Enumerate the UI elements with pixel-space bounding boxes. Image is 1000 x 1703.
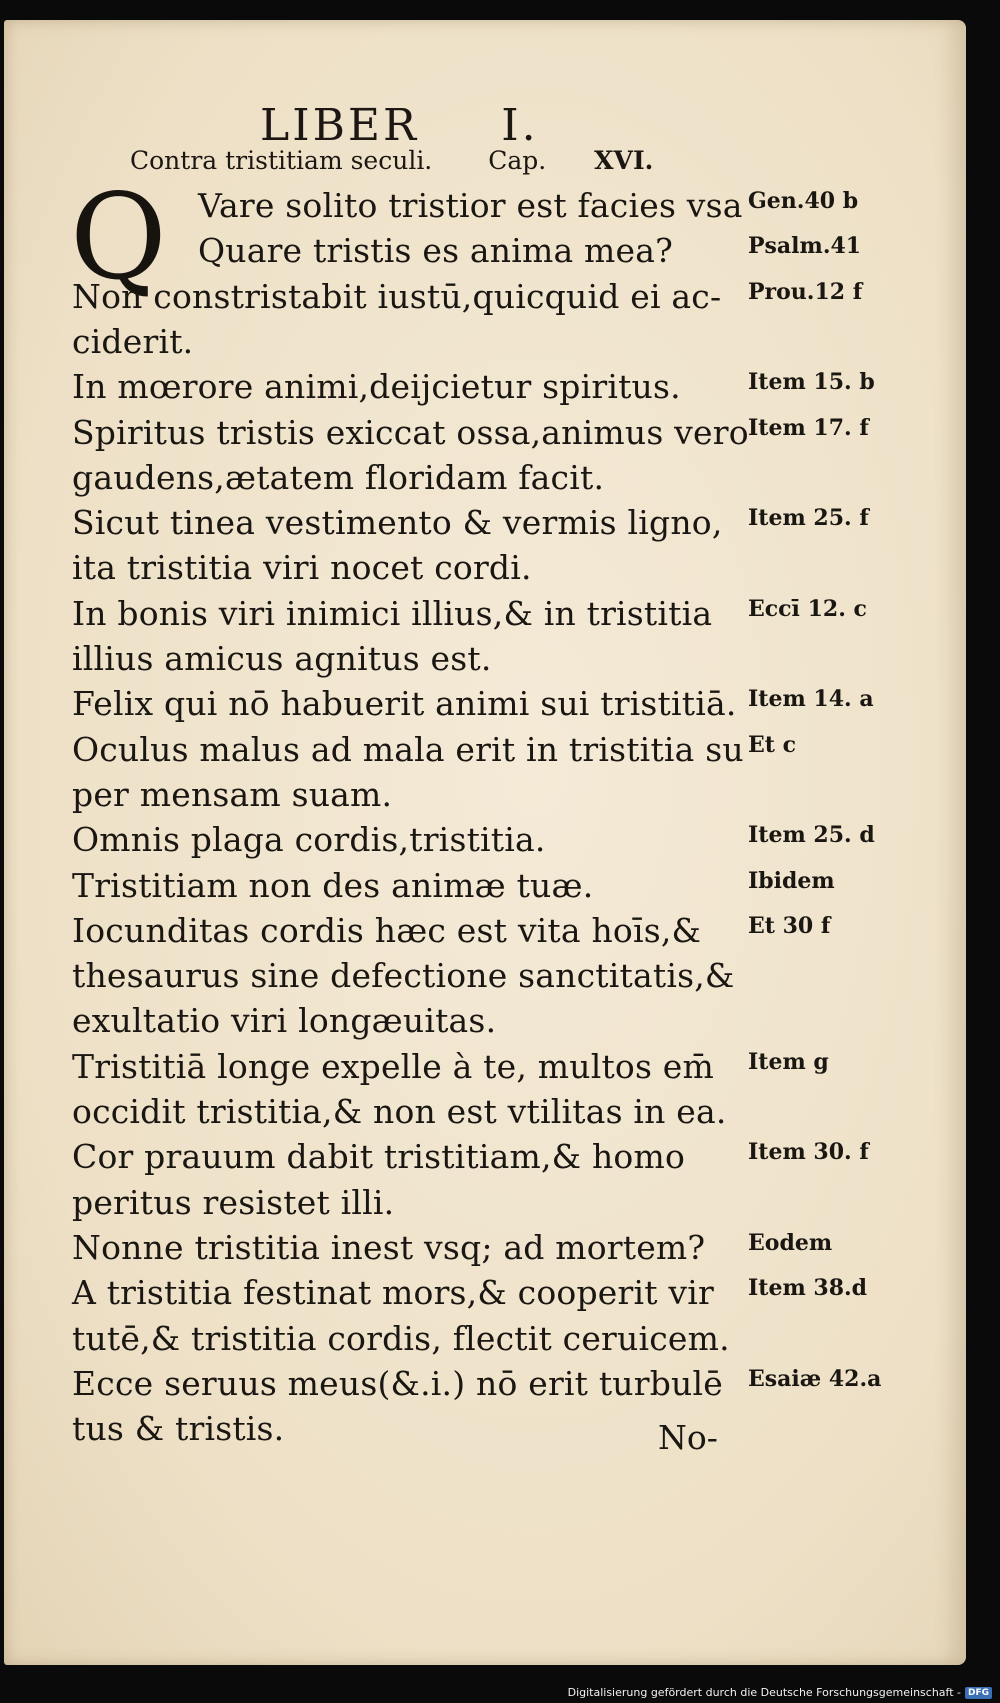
text-line: thesaurus sine defectione sanctitatis,& — [72, 956, 735, 996]
text-line: illius amicus agnitus est. — [72, 639, 492, 678]
text-line: Tristitiam non des animæ tuæ. — [72, 865, 594, 905]
text-line: Ecce seruus meus(&.i.) nō erit turbulē — [72, 1363, 723, 1403]
footer-text: Digitalisierung gefördert durch die Deutsche Forschungsgemeinschaft - — [567, 1686, 961, 1699]
text-line: Tristitiā longe expelle à te, multos em̄ — [72, 1046, 715, 1086]
margin-note: Item 25. d — [748, 822, 875, 849]
chapter-number: XVI. — [594, 146, 654, 175]
text-line: ciderit. — [72, 321, 194, 361]
margin-note: Item 38.d — [748, 1275, 868, 1302]
text-line: Sicut tinea vestimento & vermis ligno, — [72, 503, 723, 543]
book-number: I. — [501, 100, 539, 151]
text-line: Omnis plaga cordis,tristitia. — [72, 820, 546, 860]
margin-note: Item 14. a — [748, 686, 874, 713]
margin-note: Item g — [748, 1048, 829, 1075]
text-line: Cor prauum dabit tristitiam,& homo — [72, 1137, 686, 1177]
running-head — [260, 100, 539, 151]
digitization-footer — [568, 1686, 992, 1699]
text-line: exultatio viri longæuitas. — [72, 1001, 497, 1041]
margin-note: Gen.40 b — [748, 188, 859, 214]
section-title: Contra tristitiam seculi. — [130, 146, 433, 175]
margin-note: Eccī 12. c — [748, 595, 867, 622]
text-line: Vare solito tristior est facies vsa — [198, 186, 743, 225]
margin-note: Eodem — [748, 1229, 833, 1256]
text-line: Iocunditas cordis hæc est vita hoīs,& — [72, 910, 702, 950]
text-line: Quare tristis es anima mea? — [198, 231, 674, 271]
text-line: per mensam suam. — [72, 774, 393, 814]
text-line: In bonis viri inimici illius,& in tristitia — [72, 593, 713, 633]
text-line: Spiritus tristis exiccat ossa,animus vero — [72, 412, 749, 452]
text-line: In mœrore animi,deijcietur spiritus. — [72, 367, 681, 407]
margin-note: Item 30. f — [748, 1139, 869, 1166]
text-line: gaudens,ætatem floridam facit. — [72, 457, 605, 497]
drop-cap-initial: Q — [70, 168, 167, 306]
text-line: tutē,& tristitia cordis, flectit ceruicem. — [72, 1318, 730, 1358]
margin-note: Esaiæ 42.a — [748, 1365, 882, 1392]
margin-note: Psalm.41 — [748, 233, 862, 260]
margin-note: Et 30 f — [748, 912, 831, 939]
text-line: Felix qui nō habuerit animi sui tristitiā. — [72, 684, 737, 724]
margin-note: Item 25. f — [748, 505, 869, 532]
text-line: A tristitia festinat mors,& cooperit vir — [72, 1273, 714, 1313]
text-line: Non constristabit iustū,quicquid ei ac- — [72, 276, 722, 316]
text-line: peritus resistet illi. — [72, 1182, 395, 1222]
text-line: Nonne tristitia inest vsq; ad mortem? — [72, 1227, 706, 1267]
text-line: tus & tristis. — [72, 1409, 285, 1449]
margin-note: Et c — [748, 731, 796, 758]
text-line: Oculus malus ad mala erit in tristitia su — [72, 729, 744, 769]
catchword: No- — [658, 1418, 718, 1457]
margin-note: Ibidem — [748, 867, 835, 894]
running-title: LIBER — [260, 100, 420, 151]
margin-note: Prou.12 f — [748, 278, 863, 305]
margin-note: Item 17. f — [748, 414, 869, 441]
margin-note: Item 15. b — [748, 369, 875, 396]
text-line: occidit tristitia,& non est vtilitas in ea. — [72, 1092, 727, 1131]
section-heading — [130, 146, 653, 175]
text-line: ita tristitia viri nocet cordi. — [72, 548, 532, 588]
dfg-logo: DFG — [965, 1687, 992, 1699]
chapter-label: Cap. — [488, 146, 547, 175]
